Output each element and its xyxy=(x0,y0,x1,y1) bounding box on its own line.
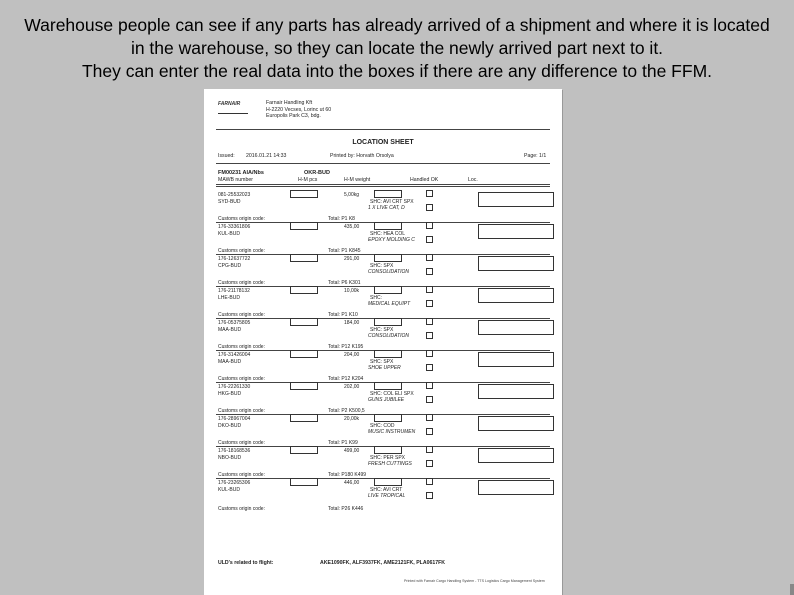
weight: 5,00kg xyxy=(344,192,360,198)
goods-description: FRESH CUTTINGS xyxy=(368,461,412,467)
column-header: Loc. xyxy=(468,177,478,183)
customs-origin-label: Customs origin code: xyxy=(218,344,265,350)
column-header: MAWB number xyxy=(218,177,253,183)
awb-number: 176-22261330 xyxy=(218,384,251,390)
weight-entry-box[interactable] xyxy=(374,478,402,486)
awb-number: 176-18168536 xyxy=(218,448,251,454)
company-address xyxy=(266,100,331,120)
awb-number: 176-33361806 xyxy=(218,224,251,230)
pieces-entry-box[interactable] xyxy=(290,190,318,198)
pieces-entry-box[interactable] xyxy=(290,414,318,422)
column-header: Handled OK xyxy=(410,177,439,183)
divider xyxy=(216,184,550,185)
awb-number: 081-25532023 xyxy=(218,192,251,198)
company-line: Farnair Handling Kft xyxy=(266,100,313,106)
pieces-entry-box[interactable] xyxy=(290,446,318,454)
company-line: H-2220 Vecses, Lorinc ut 60 xyxy=(266,106,332,113)
handled-checkbox[interactable] xyxy=(426,460,433,467)
flight-route: OKR-BUD xyxy=(304,170,330,176)
pieces-entry-box[interactable] xyxy=(290,318,318,326)
route: KUL-BUD xyxy=(218,487,240,493)
weight: 435,00 xyxy=(344,224,360,230)
awb-number: 176-21178132 xyxy=(218,288,250,294)
awb-number: 176-31426004 xyxy=(218,352,251,358)
goods-description: 1 X LIVE CAT, D xyxy=(368,205,405,211)
customs-origin-label: Customs origin code: xyxy=(218,472,265,478)
total-label: Total: P1 K845 xyxy=(328,248,361,254)
location-entry-box[interactable] xyxy=(478,224,554,239)
caption xyxy=(0,14,794,83)
handled-checkbox[interactable] xyxy=(426,236,433,243)
shipment-entry xyxy=(204,346,562,377)
handled-checkbox[interactable] xyxy=(426,478,433,485)
total-label: Total: P12 K204 xyxy=(328,376,364,382)
column-header: H-M weight xyxy=(344,177,371,183)
handled-checkbox[interactable] xyxy=(426,286,433,293)
customs-origin-label: Customs origin code: xyxy=(218,248,265,254)
shc-code: SHC: COL ELI SPX xyxy=(370,391,414,397)
customs-origin-label: Customs origin code: xyxy=(218,408,265,414)
goods-description: LIVE TROPICAL xyxy=(368,493,406,499)
location-entry-box[interactable] xyxy=(478,352,554,367)
shc-code: SHC: PER SPX xyxy=(370,455,406,461)
handled-checkbox[interactable] xyxy=(426,364,433,371)
handled-checkbox[interactable] xyxy=(426,396,433,403)
scrollbar-thumb[interactable] xyxy=(790,584,794,595)
location-entry-box[interactable] xyxy=(478,480,554,495)
goods-description: CONSOLIDATION xyxy=(368,269,410,275)
weight: 202,00 xyxy=(344,384,360,390)
goods-description: GUNS JUBILEE xyxy=(368,397,405,403)
shc-code: SHC: SPX xyxy=(370,359,394,365)
goods-description: SHOE UPPER xyxy=(368,365,401,371)
location-entry-box[interactable] xyxy=(478,448,554,463)
shipment-entry xyxy=(204,474,562,505)
weight: 204,00 xyxy=(344,352,360,358)
pieces-entry-box[interactable] xyxy=(290,350,318,358)
location-entry-box[interactable] xyxy=(478,256,554,271)
divider xyxy=(216,186,550,187)
issued-value: 2016.01.21 14:33 xyxy=(246,153,287,159)
goods-description: EPOXY MOLDING C xyxy=(368,237,415,243)
location-entry-box[interactable] xyxy=(478,384,554,399)
awb-number: 176-12637722 xyxy=(218,256,251,262)
location-entry-box[interactable] xyxy=(478,192,554,207)
weight-entry-box[interactable] xyxy=(374,318,402,326)
total-label: Total: P26 K446 xyxy=(328,506,364,512)
shc-code: SHC: HEA COL xyxy=(370,231,406,237)
company-line: Europolis Park C3, bdg. xyxy=(266,113,321,119)
caption-line-2: in the warehouse, so they can locate the newly arrived part next to it. xyxy=(130,38,664,58)
weight-entry-box[interactable] xyxy=(374,350,402,358)
weight-entry-box[interactable] xyxy=(374,446,402,454)
customs-origin-label: Customs origin code: xyxy=(218,440,265,446)
route: NBO-BUD xyxy=(218,455,242,461)
pieces-entry-box[interactable] xyxy=(290,382,318,390)
caption-line-3: They can enter the real data into the boxes if there are any difference to the FFM. xyxy=(81,61,713,81)
weight-entry-box[interactable] xyxy=(374,190,402,198)
handled-checkbox[interactable] xyxy=(426,268,433,275)
route: MAA-BUD xyxy=(218,327,242,333)
route: SYD-BUD xyxy=(218,199,241,205)
divider xyxy=(216,129,550,130)
shipment-entry xyxy=(204,314,562,345)
customs-origin-label: Customs origin code: xyxy=(218,216,265,222)
goods-description: MUSIC INSTRUMEN xyxy=(368,429,416,435)
handled-checkbox[interactable] xyxy=(426,254,433,261)
route: CPG-BUD xyxy=(218,263,242,269)
weight: 184,00 xyxy=(344,320,360,326)
total-label: Total: P180 K499 xyxy=(328,472,367,478)
shipment-entry xyxy=(204,282,562,313)
customs-origin-label: Customs origin code: xyxy=(218,312,265,318)
route: DKO-BUD xyxy=(218,423,242,429)
awb-number: 176-23265306 xyxy=(218,480,251,486)
pieces-entry-box[interactable] xyxy=(290,254,318,262)
pieces-entry-box[interactable] xyxy=(290,222,318,230)
goods-description: CONSOLIDATION xyxy=(368,333,410,339)
shipment-entry xyxy=(204,378,562,409)
handled-checkbox[interactable] xyxy=(426,190,433,197)
weight: 20,00k xyxy=(344,416,360,422)
caption-line-1: Warehouse people can see if any parts has already arrived of a shipment and where it is located xyxy=(24,15,770,35)
issued-label: Issued: xyxy=(218,153,235,159)
awb-number: 176-28967004 xyxy=(218,416,251,422)
uld-list: AKE1090FK, ALF3937FK, AME2121FK, PLA0617FK xyxy=(320,560,446,566)
location-entry-box[interactable] xyxy=(478,320,554,335)
location-sheet xyxy=(204,89,562,595)
shc-code: SHC: AVI CRT xyxy=(370,487,403,493)
handled-checkbox[interactable] xyxy=(426,382,433,389)
pieces-entry-box[interactable] xyxy=(290,478,318,486)
uld-label: ULD's related to flight: xyxy=(218,560,274,566)
total-label: Total: P1 K8 xyxy=(328,216,355,222)
customs-origin-label: Customs origin code: xyxy=(218,376,265,382)
awb-number: 176-05375805 xyxy=(218,320,251,326)
weight: 291,00 xyxy=(344,256,360,262)
printed-by: Printed by: Horvath Orsolya xyxy=(330,153,394,159)
weight: 10,00k xyxy=(344,288,360,294)
total-label: Total: P1 K99 xyxy=(328,440,358,446)
handled-checkbox[interactable] xyxy=(426,492,433,499)
shc-code: SHC: AVI CRT SPX xyxy=(370,199,414,205)
route: MAA-BUD xyxy=(218,359,242,365)
weight: 499,00 xyxy=(344,448,360,454)
weight-entry-box[interactable] xyxy=(374,286,402,294)
print-footnote: Printed with Farnair Cargo Handling System - TTS Logistics Cargo Management System xyxy=(404,579,545,583)
weight-entry-box[interactable] xyxy=(374,382,402,390)
total-label: Total: P12 K195 xyxy=(328,344,364,350)
route: KUL-BUD xyxy=(218,231,240,237)
shc-code: SHC: COD xyxy=(370,423,395,429)
shc-code: SHC: xyxy=(370,295,382,301)
handled-checkbox[interactable] xyxy=(426,318,433,325)
shipment-entry xyxy=(204,410,562,441)
customs-origin-label: Customs origin code: xyxy=(218,506,265,512)
weight-entry-box[interactable] xyxy=(374,254,402,262)
column-header: H-M pcs xyxy=(298,177,318,183)
handled-checkbox[interactable] xyxy=(426,332,433,339)
handled-checkbox[interactable] xyxy=(426,204,433,211)
handled-checkbox[interactable] xyxy=(426,300,433,307)
shc-code: SHC: SPX xyxy=(370,263,394,269)
shipment-entry xyxy=(204,218,562,249)
company-logo: FARNAIR xyxy=(218,101,248,114)
handled-checkbox[interactable] xyxy=(426,414,433,421)
divider xyxy=(216,163,550,164)
handled-checkbox[interactable] xyxy=(426,428,433,435)
goods-description: MEDICAL EQUIPT xyxy=(368,301,411,307)
sheet-title: LOCATION SHEET xyxy=(352,139,414,146)
customs-origin-label: Customs origin code: xyxy=(218,280,265,286)
total-label: Total: P1 K10 xyxy=(328,312,358,318)
shc-code: SHC: SPX xyxy=(370,327,394,333)
route: HKG-BUD xyxy=(218,391,242,397)
shipment-entry xyxy=(204,186,562,217)
weight: 446,00 xyxy=(344,480,360,486)
shipment-entry xyxy=(204,442,562,473)
handled-checkbox[interactable] xyxy=(426,350,433,357)
page-number: Page: 1/1 xyxy=(524,153,547,159)
pieces-entry-box[interactable] xyxy=(290,286,318,294)
handled-checkbox[interactable] xyxy=(426,446,433,453)
total-label: Total: P2 K500,5 xyxy=(328,408,365,414)
handled-checkbox[interactable] xyxy=(426,222,433,229)
shipment-entry xyxy=(204,250,562,281)
weight-entry-box[interactable] xyxy=(374,414,402,422)
location-entry-box[interactable] xyxy=(478,416,554,431)
weight-entry-box[interactable] xyxy=(374,222,402,230)
total-label: Total: P6 K301 xyxy=(328,280,361,286)
location-entry-box[interactable] xyxy=(478,288,554,303)
route: LHE-BUD xyxy=(218,295,240,301)
flight-number: FM00231 AIA/Nbs xyxy=(218,170,264,176)
